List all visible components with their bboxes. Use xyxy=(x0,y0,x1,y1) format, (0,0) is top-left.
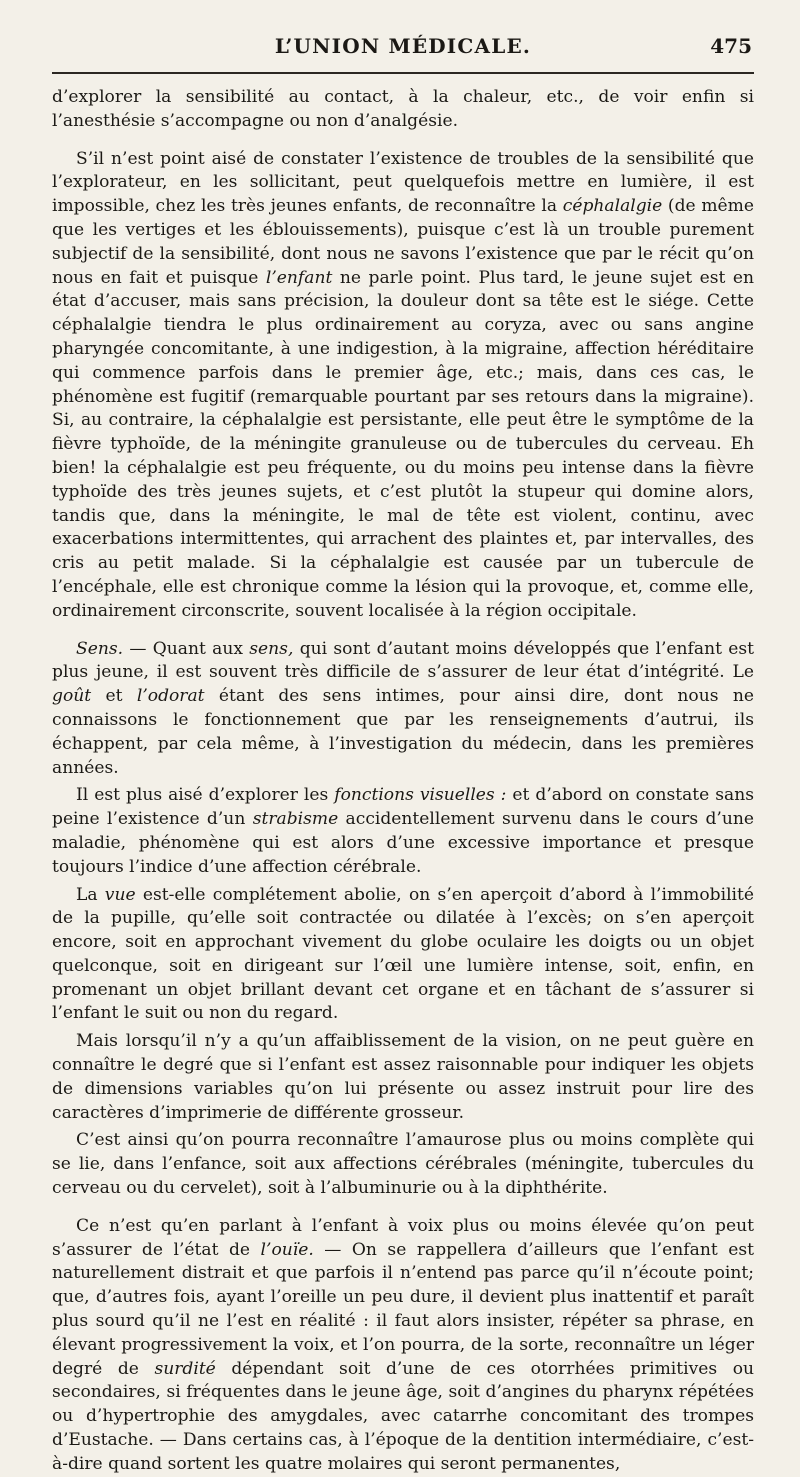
text-run: est-elle complétement abolie, on s’en aperçoit d’abord à l’immobilité de la pupille, qu’elle soit contractée ou dilatée à l’excès; on s’en aperçoit encore, soit en approchant vivement du globe oculaire les doigts ou un objet quelconque, soit en dirigeant sur l’œil une lumière intense, soit, enfin, en promenant un objet brillant devant cet organe et en tâchant de s’assurer si l’enfant le suit ou non du regard. xyxy=(52,884,754,1024)
paragraph-vue xyxy=(52,884,754,1027)
paragraph-amaurose xyxy=(52,1129,754,1200)
paragraph-ouie xyxy=(52,1215,754,1477)
paragraph-sens xyxy=(52,638,754,781)
italic-run: céphalalgie xyxy=(562,196,663,217)
text-run: S’il n’est point aisé de constater l’existence de troubles de la sensibilité que l’explorateur, en les sollicitant, peut quelquefois mettre en lumière, il est impossible, chez les très jeunes enfants, de reconnaître la xyxy=(52,148,754,217)
paragraph-continuation xyxy=(52,86,754,134)
page-header xyxy=(52,30,754,66)
text-run: étant des sens intimes, pour ainsi dire, dont nous ne connaissons le fonctionnement que par les renseignements d’autrui, ils échappent, par cela même, à l’investigation du médecin, dans les premières années. xyxy=(52,686,754,778)
italic-run: strabisme xyxy=(252,809,339,830)
text-run: ne parle point. Plus tard, le jeune sujet est en état d’accuser, mais sans précision, la douleur dont sa tête est le siége. Cette céphalalgie tiendra le plus ordinairement au coryza, avec ou sans angine pharyngée concomitante, à une indigestion, à la migraine, affection héréditaire qui commence parfois dans le premier âge, etc.; mais, dans ces cas, le phénomène est fugitif (remarquable pourtant par ses retours dans la migraine). Si, au contraire, la céphalalgie est persistante, elle peut être le symptôme de la fièvre typhoïde, de la méningite granuleuse ou de tubercules du cerveau. Eh bien! la céphalalgie est peu fréquente, ou du moins peu intense dans la fièvre typhoïde des très jeunes sujets, et c’est plutôt la stupeur qui domine alors, tandis que, dans la méningite, le mal de tête est violent, continu, avec exacerbations intermittentes, qui arrachent des plaintes et, par intervalles, des cris au petit malade. Si la céphalalgie est causée par un tubercule de l’encéphale, elle est chronique comme la lésion qui la provoque, et, comme elle, ordinairement circonscrite, souvent localisée à la région occipitale. xyxy=(52,267,754,621)
italic-run: Sens. xyxy=(76,638,124,659)
body-text xyxy=(52,86,754,1477)
running-title: L’UNION MÉDICALE. xyxy=(274,34,532,58)
text-run: qui sont d’autant moins développés que l’enfant est plus jeune, il est souvent très difficile de s’assurer de leur état d’intégrité. Le xyxy=(52,638,755,683)
text-run: et xyxy=(91,686,137,707)
paragraph-cephalalgie xyxy=(52,148,754,624)
paragraph-affaiblissement xyxy=(52,1030,754,1125)
text-run: (de même que les vertiges et les éblouissements), puisque c’est là un trouble purement subjectif de la sensibilité, dont nous ne savons l’existence que par le récit qu’on nous en fait et puisque xyxy=(52,196,754,288)
text-run: — On se rappellera d’ailleurs que l’enfant est naturellement distrait et que parfois il n’entend pas parce qu’il n’écoute point; que, d’autres fois, ayant l’oreille un peu dure, il devient plus inattentif et paraît plus sourd qu’il ne l’est en réalité : il faut alors insister, répéter sa phrase, en élevant progressivement la voix, et l’on pourra, de la sorte, reconnaître un léger degré de xyxy=(52,1239,754,1379)
paragraph-fonctions-visuelles xyxy=(52,784,754,879)
text-run: dépendant soit d’une de ces otorrhées primitives ou secondaires, si fréquentes dans le jeune âge, soit d’angines du pharynx répétées ou d’hypertrophie des amygdales, avec catarrhe concomitant des trompes d’Eustache. — Dans certains cas, à l’époque de la dentition intermédiaire, c’est-à-dire quand sortent les quatre molaires qui seront permanentes, xyxy=(52,1358,754,1474)
italic-run: l’enfant xyxy=(265,267,333,288)
page-number: 475 xyxy=(710,34,752,58)
header-rule xyxy=(52,72,754,74)
italic-run: goût xyxy=(52,686,92,707)
text-run: Ce n’est qu’en parlant à l’enfant à voix plus ou moins élevée qu’on peut s’assurer de l’état de xyxy=(52,1215,754,1260)
italic-run: sens, xyxy=(249,638,294,659)
italic-run: l’odorat xyxy=(136,686,205,707)
text-run: d’explorer la sensibilité au contact, à la chaleur, etc., de voir enfin si l’anesthésie s’accompagne ou non d’analgésie. xyxy=(52,87,754,131)
italic-run: l’ouïe. xyxy=(260,1239,314,1260)
italic-run: surdité xyxy=(154,1358,216,1379)
text-run: — Quant aux xyxy=(123,638,250,659)
italic-run: fonctions visuelles : xyxy=(334,785,507,806)
text-run: C’est ainsi qu’on pourra reconnaître l’amaurose plus ou moins complète qui se lie, dans l’enfance, soit aux affections cérébrales (méningite, tubercules du cerveau ou du cervelet), soit à l’albuminurie ou à la diphthérite. xyxy=(52,1130,754,1199)
text-run: La xyxy=(76,884,105,905)
text-run: Mais lorsqu’il n’y a qu’un affaiblissement de la vision, on ne peut guère en connaître le degré que si l’enfant est assez raisonnable pour indiquer les objets de dimensions variables qu’on lui présente ou assez instruit pour lire des caractères d’imprimerie de différente grosseur. xyxy=(52,1031,754,1123)
italic-run: vue xyxy=(104,884,136,905)
text-run: Il est plus aisé d’explorer les xyxy=(76,785,335,806)
text-run: accidentellement survenu dans le cours d’une maladie, phénomène qui est alors d’une excessive importance et presque toujours l’indice d’une affection cérébrale. xyxy=(52,809,754,877)
text-run: et d’abord on constate sans peine l’existence d’un xyxy=(52,785,754,830)
